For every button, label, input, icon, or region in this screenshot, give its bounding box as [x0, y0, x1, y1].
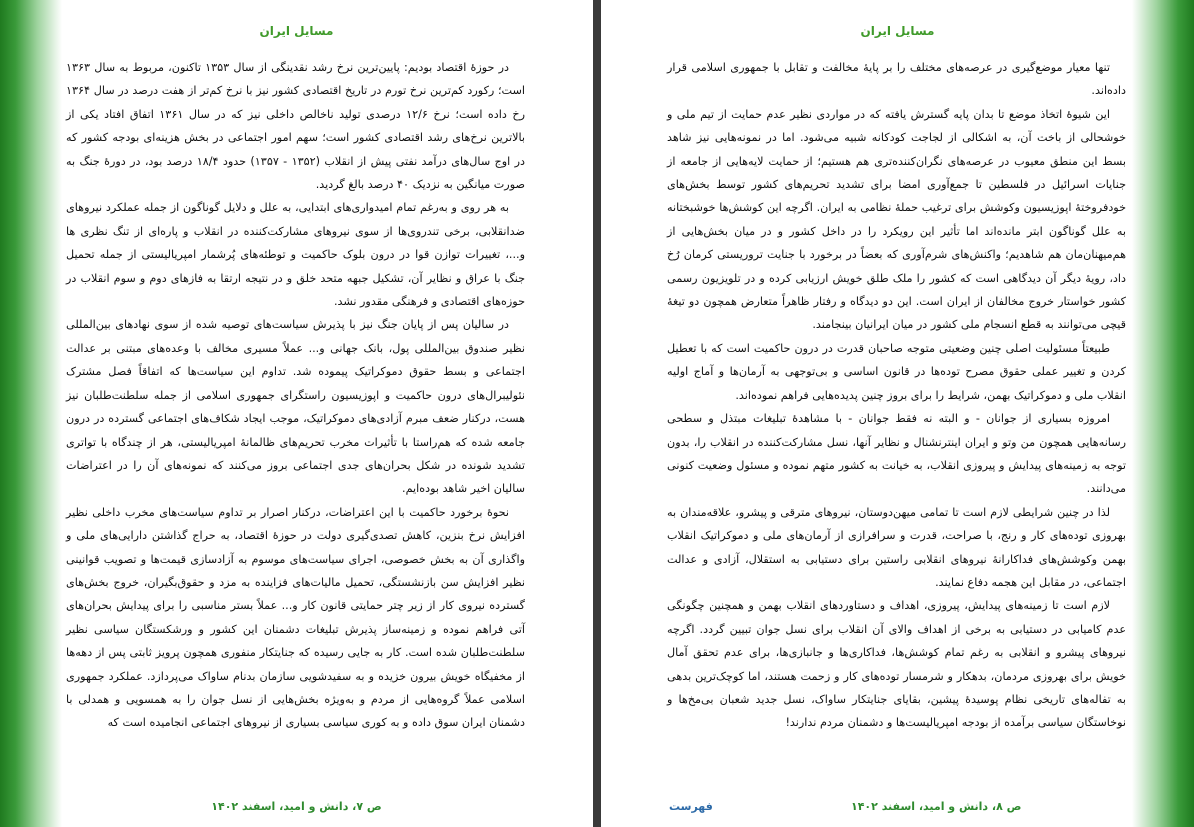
- right-paragraph-4: امروزه بسیاری از جوانان - و البته نه فقط جوانان - با مشاهدۀ تبلیغات مبتذل و سطحی رسانه‌هایی همچون من وتو و ایران اینترنشنال و نظایر آنها، نسل مشارکت‌کننده در انقلاب را، بدون توجه به زمینه‌های پیدایش و پیروزی انقلاب، به خیانت به کشور متهم نموده و مسئول وضعیت کنونی می‌دانند.: [667, 412, 1126, 496]
- table-of-contents-link[interactable]: فهرست: [669, 800, 713, 813]
- right-page-footer: ص ۸، دانش و امید، اسفند ۱۴۰۲: [851, 800, 1022, 813]
- left-page-header: مسایل ایران: [259, 24, 334, 38]
- left-page-body: [66, 56, 525, 735]
- left-paragraph-2: به هر روی و به‌رغم تمام امیدواری‌های ابتدایی، به علل و دلایل گوناگون از جمله عملکرد نیروهای ضدانقلابی، برخی تندروی‌ها از سوی نیروهای مشارکت‌کننده در انقلاب و پاره‌ای از تنگ نظری ها و...، تغییرات توازن قوا در درون بلوک حاکمیت و توطئه‌های پُرشمار امپریالیستی از جمله تحمیل جنگ با عراق و نظایر آن، تشکیل جبهه متحد خلق و در نتیجه ارتقا به فازهای دوم و سوم انقلاب در حوزه‌های اقتصادی و فرهنگی مقدور نشد.: [66, 201, 525, 309]
- left-paragraph-4: نحوۀ برخورد حاکمیت با این اعتراضات، درکنار اصرار بر تداوم سیاست‌های مخرب داخلی نظیر افزایش نرخ بنزین، کاهش تصدی‌گیری دولت در حوزۀ اقتصاد، به حراج گذاشتن دارایی‌های ملی و واگذاری آن به بخش خصوصی، اجرای سیاست‌های موسوم به آزادسازی قیمت‌ها و تصویب قوانینی نظیر افزایش سن بازنشستگی، تحمیل مالیات‌های فزاینده به مزد و حقوق‌بگیران، خروج بخش‌های گسترده نیروی کار از زیر چتر حمایتی قانون کار و... عملاً بستر مناسبی را برای پیدایش بحران‌های آتی فراهم نموده و زمینه‌ساز پذیرش تبلیغات دشمنان این کشور و ورشکستگان سیاسی نظیر سلطنت‌طلبان شده است. کار به جایی رسیده که جنایتکار منفوری همچون پرویز ثابتی پس از دهه‌ها از مخفیگاه خویش بیرون خزیده و به سفیدشویی سازمان بدنام ساواک می‌پردازد. عملکرد جمهوری اسلامی عملاً گروه‌هایی از مردم و به‌ویژه بخش‌هایی از نسل جوان را به همسویی و همدلی با دشمنان ایران سوق داده و به کوری سیاسی بسیاری از نیروهای اجتماعی انجامیده است که: [66, 505, 525, 730]
- right-page-header: مسایل ایران: [860, 24, 935, 38]
- right-page: [601, 0, 1194, 827]
- right-page-body: [667, 56, 1126, 735]
- left-paragraph-3: در سالیان پس از پایان جنگ نیز با پذیرش سیاست‌های توصیه شده از سوی نهادهای بین‌المللی نظیر صندوق بین‌المللی پول، بانک جهانی و... عملاً مسیری مخالف با وعده‌های مبتنی بر عدالت اجتماعی و بسط حقوق دموکراتیک پیموده شد. تداوم این سیاست‌ها که اتفاقاً فصل مشترک نئولیبرال‌های درون حاکمیت و اپوزیسیون راستگرای جمهوری اسلامی از جمله سلطنت‌طلبان نیز هست، درکنار ضعف مبرم آزادی‌های دموکراتیک، موجب ایجاد شکاف‌های اجتماعی گسترده در درون جامعه شده که هم‌راستا با تأثیرات مخرب تحریم‌های ظالمانۀ امپریالیستی، هر از چندگاه با تواتری تشدید شونده در شکل بحران‌های جدی اجتماعی بروز می‌کنند که نمونه‌های آن را در اعتراضات سالیان اخیر شاهد بوده‌ایم.: [66, 318, 525, 496]
- left-page-green-edge: [0, 0, 62, 827]
- left-page: [0, 0, 593, 827]
- right-paragraph-2: این شیوۀ اتخاذ موضع تا بدان پایه گسترش یافته که در مواردی نظیر عدم حمایت از تیم ملی و خوشحالی از باخت آن، به اشکالی از لجاجت کودکانه شبیه می‌شود. اما در نمونه‌هایی نیز شاهد بسط این منطق معیوب در عرصه‌های نگران‌کننده‌تری هم هستیم؛ از حمایت لایه‌هایی از جامعه از جنایات اسرائیل در فلسطین تا جمع‌آوری امضا برای تشدید تحریم‌های کشور توسط بخش‌های خودفروختۀ اپوزیسیون وکوشش برای ترغیب حملۀ نظامی به ایران. اگرچه این کوشش‌ها خوشبختانه به علل گوناگون ابتر مانده‌اند اما تأثیر این رویکرد را در داخل کشور و در میان بخش‌هایی از هم‌میهنان‌مان هم شاهدیم؛ واکنش‌های شرم‌آوری که بعضاً در برخورد با جنایت تروریستی کرمان رُخ داد، رویۀ دیگر آن دیدگاهی است که کشور را ملک طلق خویش ارزیابی کرده و در تلویزیون رسمی کشور خواستار خروج مخالفان از ایران است. این دو دیدگاه و رفتار ظاهراً متعارض همچون دو تیغۀ قیچی می‌توانند به قطع انسجام ملی کشور در میان ایرانیان بینجامند.: [667, 107, 1126, 332]
- left-paragraph-1: در حوزۀ اقتصاد بودیم: پایین‌ترین نرخ رشد نقدینگی از سال ۱۳۵۳ تاکنون، مربوط به سال ۱۳۶۳ است؛ رکورد کم‌ترین نرخ تورم در تاریخ اقتصادی کشور نیز با نرخ کم‌تر از هفت درصد در سال ۱۳۶۴ رخ داده است؛ نرخ ۱۲/۶ درصدی تولید ناخالص داخلی نیز که در سال ۱۳۶۱ اتفاق افتاد یکی از بالاترین نرخ‌های رشد اقتصادی کشور است؛ سهم امور اجتماعی در بخش هزینه‌ای بودجه کشور که در اوج سال‌های درآمد نفتی پیش از انقلاب (۱۳۵۲ - ۱۳۵۷) حدود ۱۸/۴ درصد بود، در دورۀ جنگ به صورت میانگین به نزدیک ۴۰ درصد بالغ گردید.: [66, 61, 526, 192]
- left-page-footer: ص ۷، دانش و امید، اسفند ۱۴۰۲: [211, 800, 382, 813]
- right-paragraph-3: طبیعتاً مسئولیت اصلی چنین وضعیتی متوجه صاحبان قدرت در درون حاکمیت است که با تعطیل کردن و تغییر عملی حقوق مصرح توده‌ها در قانون اساسی و بی‌توجهی به آرمان‌ها و آماج اولیه انقلاب ملی و دموکراتیک بهمن، شرایط را برای بروز چنین پدیده‌هایی فراهم نموده‌اند.: [667, 341, 1126, 402]
- right-paragraph-1: تنها معیار موضع‌گیری در عرصه‌های مختلف را بر پایۀ مخالفت و تقابل با جمهوری اسلامی قرار داده‌اند.: [667, 61, 1126, 98]
- right-page-green-edge: [1132, 0, 1194, 827]
- right-paragraph-5: لذا در چنین شرایطی لازم است تا تمامی میهن‌دوستان، نیروهای مترقی و پیشرو، علاقه‌مندان به بهروزی توده‌های کار و رنج، با صراحت، قدرت و سرافرازی از آرمان‌های ملی و دموکراتیک انقلاب بهمن وکوشش‌های فداکارانۀ نیروهای انقلابی راستین برای دستیابی به استقلال، آزادی و عدالت اجتماعی، در مقابل این هجمه دفاع نمایند.: [667, 505, 1126, 589]
- right-paragraph-6: لازم است تا زمینه‌های پیدایش، پیروزی، اهداف و دستاوردهای انقلاب بهمن و همچنین چگونگی عدم کامیابی در دستیابی به برخی از اهداف والای آن انقلاب برای نسل جوان تبیین گردد. اگرچه نیروهای پیشرو و انقلابی به رغم تمام کوشش‌ها، فداکاری‌ها و جانبازی‌ها، برای عدم تحقق آمال خویش برای بهروزی مردمان، بدهکار و شرمسار توده‌های کار و زحمت هستند، اما کوچک‌ترین بدهی به تفاله‌های تاریخی نظام پوسیدۀ پیشین، بقایای جنایتکار ساواک، نسل جدید شعبان بی‌مخ‌ها و نوخاستگان سیاسی برآمده از بودجه امپریالیست‌ها و دشمنان مردم ندارند!: [667, 599, 1126, 730]
